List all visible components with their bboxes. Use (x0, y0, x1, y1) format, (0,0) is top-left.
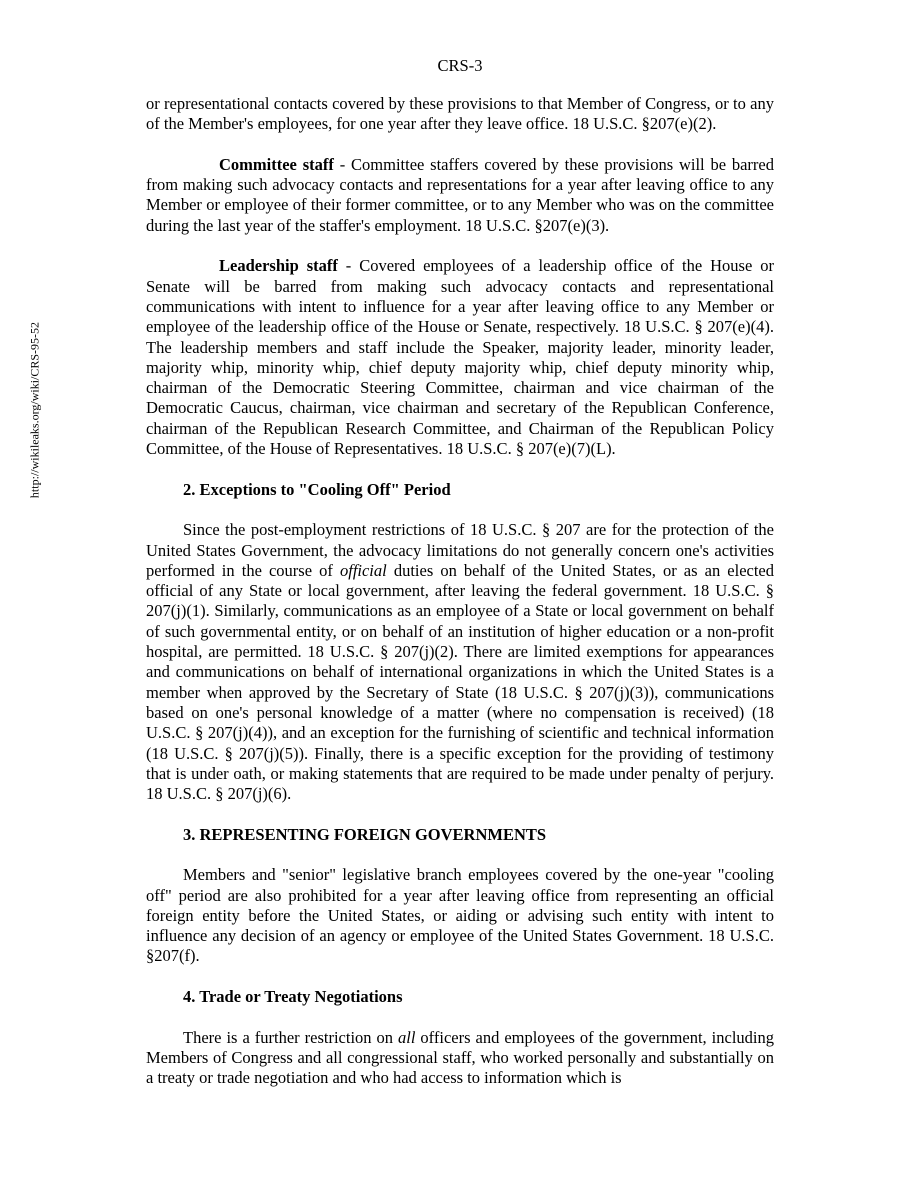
trade-text-a: There is a further restriction on (183, 1027, 399, 1047)
section-heading-foreign-governments: 3. REPRESENTING FOREIGN GOVERNMENTS (183, 824, 547, 844)
trade-emphasis: all (398, 1027, 416, 1047)
exceptions-text-b: duties on behalf of the United States, or as an elected official of any State or local government, after leaving the federal government. 18 U.S.C. § 207(j)(1). Similarly, communications as an employee of a State or local government on behalf of such governmental entity, or on behalf of an institution of higher education or a non-profit hospital, are permitted. 18 U.S.C. § 207(j)(2). There are limited exemptions for appearances and communications on behalf of international organizations in which the United States is a member when approved by the Secretary of State (18 U.S.C. § 207(j)(3)), communications based on one's personal knowledge of a matter (where no compensation is received) (18 U.S.C. § 207(j)(4)), and an exception for the furnishing of scientific and technical information (18 U.S.C. § 207(j)(5)). Finally, there is a specific exception for the providing of testimony that is under oath, or making statements that are required to be made under penalty of perjury. 18 U.S.C. § 207(j)(6). (146, 560, 775, 804)
paragraph-leadership-staff (146, 256, 774, 459)
leadership-staff-text: - Covered employees of a leadership office of the House or Senate will be barred from making such advocacy contacts and representational communications with intent to influence for a year after leaving office to any Member or employee of the leadership office of the House or Senate, respectively. 18 U.S.C. § 207(e)(4). The leadership members and staff include the Speaker, majority leader, minority leader, majority whip, minority whip, chief deputy majority whip, chief deputy minority whip, chairman of the Democratic Steering Committee, chairman and vice chairman of the Democratic Caucus, chairman, vice chairman and secretary of the Republican Conference, chairman of the Republican Research Committee, and Chairman of the Republican Policy Committee, of the House of Representatives. 18 U.S.C. § 207(e)(7)(L). (146, 256, 774, 459)
paragraph-continuation: or representational contacts covered by these provisions to that Member of Congress, or to any of the Member's employees, for one year after they leave office. 18 U.S.C. §207(e)(2). (146, 94, 774, 134)
committee-staff-text: - Committee staffers covered by these provisions will be barred from making such advocacy contacts and representations for a year after leaving office to any Member or employee of their former committee, or to any Member who was on the committee during the last year of the staffer's employment. 18 U.S.C. §207(e)(3). (146, 154, 774, 235)
exceptions-text-a: Since the post-employment restrictions of 18 U.S.C. § 207 are for the protection of the United States Government, the advocacy limitations do not generally concern one's activities performed in the course of (146, 520, 774, 580)
paragraph-committee-staff (146, 155, 774, 236)
paragraph-foreign-governments: Members and "senior" legislative branch employees covered by the one-year "cooling off" period are also prohibited for a year after leaving office from representing an official foreign entity before the United States, or aiding or advising such entity with intent to influence any decision of an agency or employee of the United States Government. 18 U.S.C. §207(f). (146, 865, 774, 966)
document-body (146, 94, 774, 1089)
section-heading-trade-treaty: 4. Trade or Treaty Negotiations (183, 987, 403, 1007)
trade-text-b: officers and employees of the government, including Members of Congress and all congressional staff, who worked personally and substantially on a treaty or trade negotiation and who had access to information which is (146, 1027, 774, 1088)
side-url-watermark: http://wikileaks.org/wiki/CRS-95-52 (27, 321, 42, 499)
paragraph-trade-treaty (146, 1028, 774, 1089)
page-number: CRS-3 (437, 56, 483, 75)
committee-staff-lead: Committee staff (219, 154, 334, 174)
leadership-staff-lead: Leadership staff (219, 256, 338, 276)
exceptions-emphasis: official (339, 560, 387, 580)
section-heading-exceptions: 2. Exceptions to "Cooling Off" Period (183, 479, 451, 499)
paragraph-exceptions (146, 520, 774, 804)
